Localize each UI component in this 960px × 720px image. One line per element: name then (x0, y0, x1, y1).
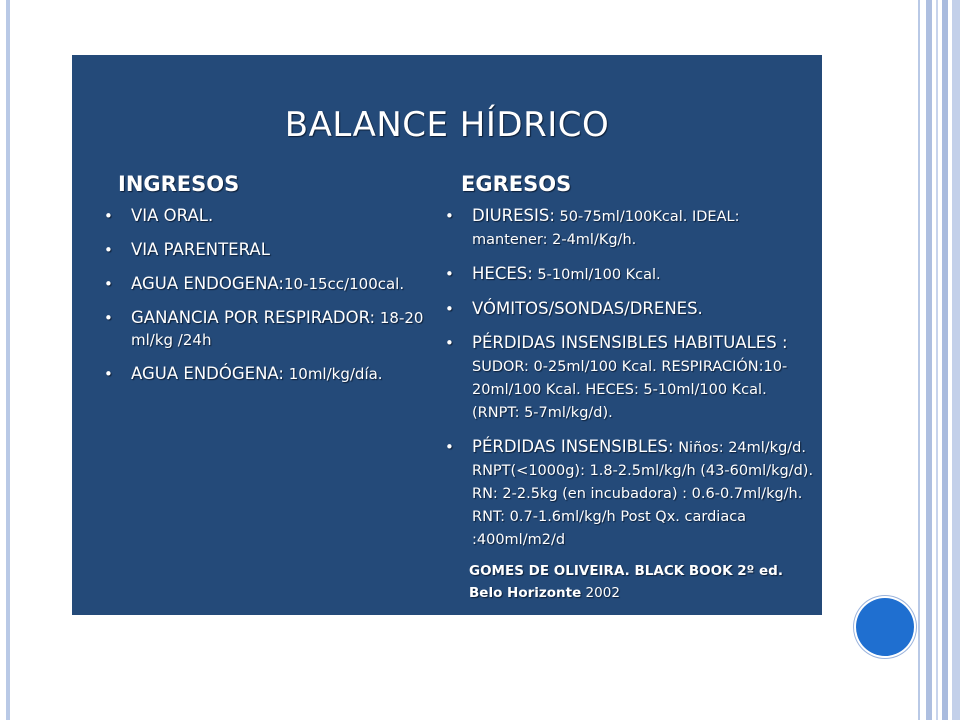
item-detail: 50-75ml/100Kcal. IDEAL: mantener: 2-4ml/Kg/h. (472, 209, 740, 248)
frame-right-bar (942, 0, 948, 720)
list-item (445, 263, 817, 286)
slide-content-panel (72, 55, 822, 615)
reference-citation (469, 560, 789, 604)
item-main: DIURESIS: (472, 206, 555, 225)
bullet-icon: • (445, 207, 454, 225)
item-main: HECES: (472, 264, 533, 283)
egresos-list (445, 205, 817, 563)
bullet-icon: • (104, 207, 113, 225)
list-item (445, 298, 817, 320)
list-item (445, 332, 817, 424)
item-main: AGUA ENDÓGENA: (131, 364, 284, 383)
decorative-circle (856, 598, 914, 656)
item-detail: Niños: 24ml/kg/d. RNPT(<1000g): 1.8-2.5ml/kg/h (43-60ml/kg/d). RN: 2-2.5kg (en incubadora) : 0.6-0.7ml/kg/h. RNT: 0.7-1.6ml/kg/h Post Qx. cardiaca :400ml/m2/d (472, 440, 814, 548)
list-item (104, 239, 449, 261)
item-detail: SUDOR: 0-25ml/100 Kcal. RESPIRACIÓN:10-20ml/100 Kcal. HECES: 5-10ml/100 Kcal. (RNPT: 5-7ml/kg/d). (472, 359, 788, 421)
list-item (104, 205, 449, 227)
list-item (104, 363, 449, 385)
bullet-icon: • (445, 438, 454, 456)
bullet-icon: • (445, 300, 454, 318)
item-main: AGUA ENDOGENA: (131, 274, 284, 293)
bullet-icon: • (104, 241, 113, 259)
item-detail: 5-10ml/100 Kcal. (532, 267, 661, 283)
frame-right-bar (936, 0, 938, 720)
list-item (445, 205, 817, 251)
bullet-icon: • (104, 275, 113, 293)
frame-right-bar (952, 0, 960, 720)
item-detail: 10ml/kg/día. (283, 365, 383, 383)
list-item (104, 307, 449, 351)
egresos-heading: EGRESOS (461, 172, 572, 196)
frame-right-bar (918, 0, 920, 720)
item-detail: 18-20 ml/kg /24h (131, 309, 424, 349)
item-main: PÉRDIDAS INSENSIBLES: (472, 437, 674, 456)
item-main: GANANCIA POR RESPIRADOR: (131, 308, 376, 327)
item-main: VÓMITOS/SONDAS/DRENES. (472, 299, 703, 318)
slide-title: BALANCE HÍDRICO (284, 105, 610, 145)
list-item (445, 436, 817, 551)
bullet-icon: • (104, 365, 113, 383)
list-item (104, 273, 449, 295)
frame-right-bar (926, 0, 932, 720)
item-main: VIA ORAL. (131, 206, 214, 225)
frame-left-bar (6, 0, 10, 720)
ingresos-heading: INGRESOS (118, 172, 240, 196)
reference-year: 2002 (581, 585, 620, 601)
item-main: PÉRDIDAS INSENSIBLES HABITUALES : (472, 333, 788, 352)
bullet-icon: • (445, 334, 454, 352)
ingresos-list (104, 205, 449, 397)
item-main: VIA PARENTERAL (131, 240, 270, 259)
item-detail: 10-15cc/100cal. (283, 275, 405, 293)
bullet-icon: • (445, 265, 454, 283)
reference-bold: GOMES DE OLIVEIRA. BLACK BOOK 2º ed. Belo Horizonte (469, 563, 783, 601)
bullet-icon: • (104, 309, 113, 327)
